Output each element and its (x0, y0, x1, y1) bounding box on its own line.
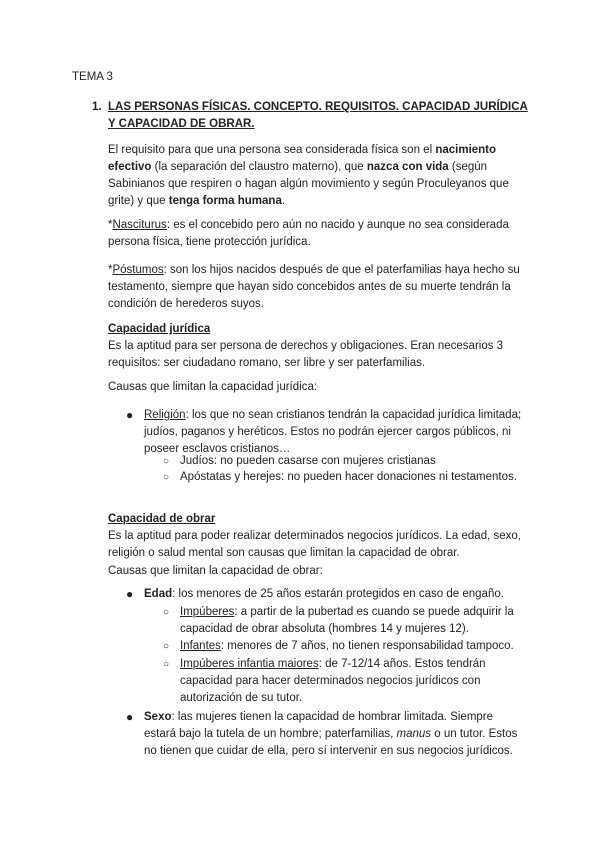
tema-label: TEMA 3 (72, 71, 113, 83)
intro-bold-2: nazca con vida (366, 161, 449, 173)
apostatas-text: Apóstatas y herejes: no pueden hacer donaciones ni testamentos. (180, 471, 517, 483)
capacidad-obrar-text: Es la aptitud para poder realizar determinados negocios jurídicos. La edad, sexo, religión o salud mental son causas que limitan la capacidad de obrar. (108, 530, 521, 559)
nasciturus-term: Nasciturus (112, 219, 167, 231)
infantes-term: Infantes (180, 640, 221, 652)
postumos-star: * (108, 264, 113, 276)
capacidad-obrar-title: Capacidad de obrar (108, 513, 216, 525)
religion-text: : los que no sean cristianos tendrán la capacidad jurídica limitada; judíos, paganos y heréticos. Estos no podrán ejercer cargos públicos, ni poseer esclavos cristianos… (144, 409, 522, 455)
nasciturus-star: * (108, 219, 113, 231)
edad-bullet (126, 586, 528, 603)
juridica-causes-intro: Causas que limitan la capacidad jurídica: (108, 381, 318, 393)
intro-bold-1: nacimiento efectivo (108, 144, 497, 173)
heading-text: LAS PERSONAS FÍSICAS. CONCEPTO. REQUISITOS. CAPACIDAD JURÍDICA Y CAPACIDAD DE OBRAR. (108, 101, 528, 130)
intro-paragraph (108, 142, 528, 210)
sexo-term: Sexo (144, 711, 172, 723)
circle-bullet-icon: ○ (163, 659, 170, 670)
impuberes-term: Impúberes (180, 606, 235, 618)
sexo-text-2: o un tutor. Estos no tienen que cuidar de ella, pero sí intervenir en sus negocios jurídicos. (144, 728, 518, 757)
postumos-text: : son los hijos nacidos después de que el paterfamilias haya hecho su testamento, siempre que hayan sido concebidos antes de su muerte tendrán la condición de herederos suyos. (108, 264, 520, 310)
impuberes-text: : a partir de la pubertad es cuando se puede adquirir la capacidad de obrar absoluta (hombres 14 y mujeres 12). (180, 606, 514, 635)
capacidad-juridica-text: Es la aptitud para ser persona de derechos y obligaciones. Eran necesarios 3 requisitos: ser ciudadano romano, ser libre y ser paterfamilias. (108, 340, 504, 369)
postumos-paragraph (108, 262, 528, 313)
infantes-text: : menores de 7 años, no tienen responsabilidad tampoco. (220, 640, 514, 652)
sexo-bullet (126, 709, 528, 760)
judios-text: Judíos: no pueden casarse con mujeres cristianas (180, 455, 436, 467)
sexo-text-1: : las mujeres tienen la capacidad de hombrar limitada. Siempre estará bajo la tutela de un hombre; paterfamilias, (144, 711, 494, 740)
nasciturus-paragraph (108, 217, 528, 251)
edad-term: Edad (144, 588, 173, 600)
intro-text-2: (la separación del claustro materno), que (151, 161, 367, 173)
bullet-icon: ● (126, 710, 134, 724)
maiores-text: : de 7-12/14 años. Estos tendrán capacidad para hacer determinados negocios jurídicos con autorización de su tutor. (180, 658, 486, 704)
judios-subbullet (163, 453, 520, 470)
impuberes-subbullet (163, 604, 520, 638)
nasciturus-text: : es el concebido pero aún no nacido y aunque no sea considerada persona física, tiene protección jurídica. (108, 219, 509, 248)
maiores-term: Impúberes infantia maiores (180, 658, 319, 670)
circle-bullet-icon: ○ (163, 456, 170, 467)
sexo-manus: manus (396, 728, 432, 740)
capacidad-obrar-section (108, 511, 528, 562)
bullet-icon: ● (126, 408, 134, 422)
capacidad-juridica-title: Capacidad jurídica (108, 323, 211, 335)
religion-bullet (126, 407, 528, 458)
infantes-subbullet (163, 638, 520, 655)
capacidad-juridica-section (108, 321, 528, 372)
circle-bullet-icon: ○ (163, 607, 170, 618)
circle-bullet-icon: ○ (163, 472, 170, 483)
edad-text: : los menores de 25 años estarán protegidos en caso de engaño. (172, 588, 504, 600)
intro-bold-3: tenga forma humana (168, 195, 282, 207)
intro-text-1: El requisito para que una persona sea considerada física son el (108, 144, 436, 156)
circle-bullet-icon: ○ (163, 641, 170, 652)
obrar-causes-intro: Causas que limitan la capacidad de obrar: (108, 565, 323, 577)
heading-number: 1. (92, 101, 102, 113)
intro-text-4: . (281, 195, 286, 207)
bullet-icon: ● (126, 587, 134, 601)
maiores-subbullet (163, 656, 520, 707)
religion-term: Religión (144, 409, 186, 421)
intro-text-3: (según Sabinianos que respiren o hagan algún movimiento y según Proculeyanos que grite) y que (108, 161, 509, 207)
apostatas-subbullet (163, 469, 520, 486)
section-heading (92, 99, 532, 133)
postumos-term: Póstumos (112, 264, 164, 276)
